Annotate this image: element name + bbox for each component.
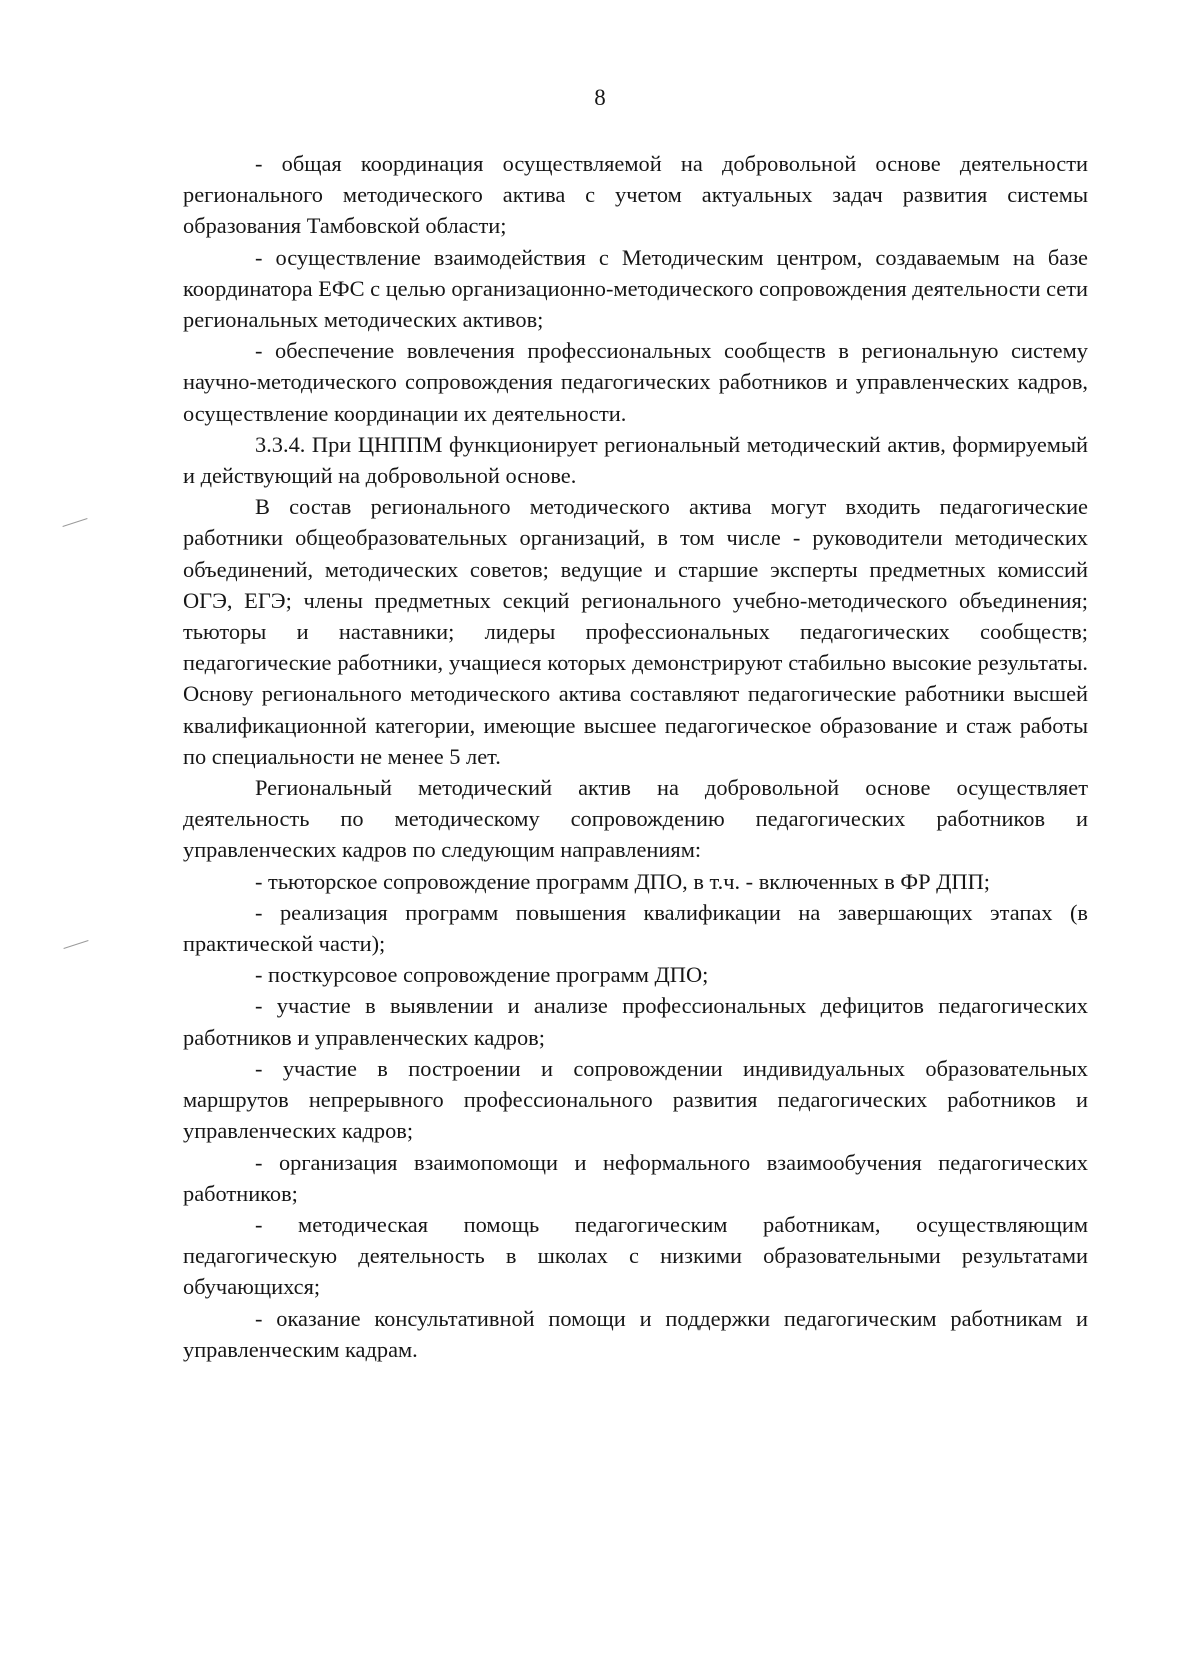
- list-item-implementation: - реализация программ повышения квалификации на завершающих этапах (в практической части);: [183, 899, 1088, 957]
- list-item-methodical-help: - методическая помощь педагогическим работникам, осуществляющим педагогическую деятельность в школах с низкими образовательными результатами обучающихся;: [183, 1211, 1088, 1300]
- document-body: [183, 148, 1088, 1365]
- list-item-involvement: - обеспечение вовлечения профессиональных сообществ в региональную систему научно-методического сопровождения педагогических работников и управленческих кадров, осуществление координации их деятельности.: [183, 338, 1088, 426]
- page-number: 8: [594, 85, 606, 110]
- list-item-routes: - участие в построении и сопровождении индивидуальных образовательных маршрутов непрерывного профессионального развития педагогических работников и управленческих кадров;: [183, 1055, 1088, 1144]
- list-item-consulting: - оказание консультативной помощи и поддержки педагогическим работникам и управленческим кадрам.: [183, 1305, 1088, 1362]
- activity-paragraph: Региональный методический актив на добровольной основе осуществляет деятельность по методическому сопровождению педагогических работников и управленческих кадров по следующим направлениям:: [183, 775, 1088, 863]
- list-item-tutoring: - тьюторское сопровождение программ ДПО, в т.ч. - включенных в ФР ДПП;: [255, 868, 990, 894]
- list-item-post-course: - посткурсовое сопровождение программ ДПО;: [255, 962, 709, 988]
- section-3-3-4-paragraph: 3.3.4. При ЦНППМ функционирует региональный методический актив, формируемый и действующий на добровольной основе.: [183, 431, 1088, 489]
- scan-artifact-mark: [62, 518, 87, 527]
- list-item-interaction: - осуществление взаимодействия с Методическим центром, создаваемым на базе координатора ЕФС с целью организационно-методического сопровождения деятельности сети региональных методических активов;: [183, 244, 1088, 333]
- composition-paragraph: В состав регионального методического актива могут входить педагогические работники общеобразовательных организаций, в том числе - руководители методических объединений, методических советов; ведущие и старшие эксперты предметных комиссий ОГЭ, ЕГЭ; члены предметных секций регионального учебно-методического объединения; тьюторы и наставники; лидеры профессиональных педагогических сообществ; педагогические работники, учащиеся которых демонстрируют стабильно высокие результаты. Основу регионального методического актива составляют педагогические работники высшей квалификационной категории, имеющие высшее педагогическое образование и стаж работы по специальности не менее 5 лет.: [183, 494, 1088, 769]
- scan-artifact-mark: [63, 940, 88, 949]
- list-item-deficits: - участие в выявлении и анализе профессиональных дефицитов педагогических работников и управленческих кадров;: [183, 993, 1088, 1050]
- list-item-coordination: - общая координация осуществляемой на добровольной основе деятельности регионального методического актива с учетом актуальных задач развития системы образования Тамбовской области;: [183, 151, 1088, 239]
- list-item-mutual-help: - организация взаимопомощи и неформального взаимообучения педагогических работников;: [183, 1149, 1088, 1206]
